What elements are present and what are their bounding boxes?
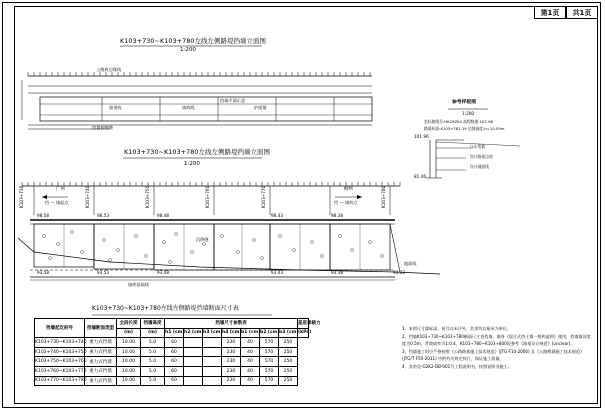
reference-station: 路面标高:K103+781.19 边坡高度:h=10.05m	[424, 126, 505, 131]
table-row	[35, 338, 309, 348]
table-subheader: b3 (cm)	[279, 328, 298, 338]
top-label-center: 墙底线	[182, 105, 195, 110]
table-cell	[203, 366, 222, 376]
table-header: 挡墙断面类型	[85, 319, 117, 338]
table-cell: 5.0	[141, 347, 165, 357]
drain-hole	[71, 231, 74, 234]
table-cell: 40	[241, 357, 260, 367]
base-label: 墙底基础线	[128, 282, 149, 287]
joint-label: 沉降缝	[196, 237, 209, 242]
top-elevation: 98.38	[331, 213, 343, 218]
table-cell: 570	[260, 347, 279, 357]
note-item: 1、本图尺寸除标高、桩号以米计外，其余均以厘米为单位。	[402, 326, 512, 331]
table-subheader: (m)	[141, 328, 165, 338]
drain-hole	[109, 259, 112, 262]
top-elevation: 98.58	[37, 213, 49, 218]
table-cell: K103+730~K103+740	[35, 338, 85, 348]
table-cell: K103+750~K103+760	[35, 357, 85, 367]
table-cell: 5.0	[141, 338, 165, 348]
reference-elev-top: 101.96	[414, 134, 429, 139]
bottom-elevation: 93.58	[37, 270, 49, 275]
note-item: 3、挡墙施工时应严格按照《公路路基施工技术规范》(JTG F10-2006) 及《公路桥涵施工技术规范》(JTG/T F50-2011) 中的有关规定执行，保证施工质量。	[402, 348, 585, 362]
table-cell: 40	[241, 338, 260, 348]
table-cell: 570	[260, 376, 279, 386]
drain-hole	[49, 257, 52, 260]
reference-note-1: 压实系数	[470, 144, 486, 149]
table-cell: 40	[241, 366, 260, 376]
table-row	[35, 347, 309, 357]
table-cell: 60	[165, 376, 184, 386]
table-cell: 10.00	[117, 338, 141, 348]
top-label-right: 护面墙	[254, 105, 267, 110]
top-view-plan	[22, 72, 372, 129]
drain-hole	[311, 241, 314, 244]
station-label: K103+770	[261, 185, 266, 208]
drain-hole	[117, 249, 120, 252]
table-cell: 40	[241, 376, 260, 386]
table-subheader: b1 (cm)	[241, 328, 260, 338]
drain-hole	[369, 241, 372, 244]
table-cell: 230	[222, 376, 241, 386]
table-cell: 250	[279, 347, 298, 357]
drain-hole	[221, 235, 224, 238]
drain-hole	[145, 255, 148, 258]
table-cell: 250	[279, 376, 298, 386]
reference-title: 参考样板图	[452, 100, 476, 105]
table-subheader: b2 (cm)	[260, 328, 279, 338]
bottom-elevation: 93.48	[157, 270, 169, 275]
station-label: K103+730	[19, 185, 24, 208]
table-subheader: (m)	[117, 328, 141, 338]
table-cell: 重力式挡墙	[85, 347, 117, 357]
top-view-title: K103+730~K103+780左线左侧路堤挡墙立面图	[120, 37, 266, 45]
page-total: 共1页	[566, 6, 598, 19]
reference-coord: 坐标路线号:HK29ZK4 高程数值:107.96	[424, 119, 493, 124]
table-row	[35, 366, 309, 376]
table-cell: 重力式挡墙	[85, 376, 117, 386]
table-title: K103+730~K103+780左线左侧路堤挡墙断面尺寸表	[92, 305, 239, 312]
table-cell: 40	[241, 347, 260, 357]
table-header: 基底承载力	[298, 319, 309, 329]
table-cell: 10.00	[117, 376, 141, 386]
drain-hole	[339, 235, 342, 238]
station-label: K103+750	[145, 185, 150, 208]
reference-elev-bottom: 81.46	[414, 174, 426, 179]
table-cell: 570	[260, 366, 279, 376]
table-cell: 250	[279, 338, 298, 348]
table-cell	[203, 376, 222, 386]
top-elevation: 98.48	[157, 213, 169, 218]
drain-hole	[351, 249, 354, 252]
drain-hole	[135, 235, 138, 238]
station-label: K103+780	[381, 185, 386, 208]
page-number: 第1页	[534, 6, 566, 19]
table-cell: 230	[222, 366, 241, 376]
table-cell: 10.00	[117, 357, 141, 367]
top-label-bottom: 挡墙伸缩缝	[92, 125, 113, 130]
drain-hole	[253, 239, 256, 242]
table-body	[35, 338, 309, 386]
top-elevation: 98.43	[271, 213, 283, 218]
drain-hole	[163, 241, 166, 244]
top-label-left-box: 墙顶线	[109, 105, 122, 110]
top-label-upper: 土路肩边缘线	[96, 67, 122, 72]
reference-scale: 1:200	[462, 111, 475, 116]
table-header: 全段长度	[117, 319, 141, 329]
table-header-row-1	[35, 319, 309, 329]
table-cell: 10.00	[117, 366, 141, 376]
table-cell: 570	[260, 357, 279, 367]
table-row	[35, 357, 309, 367]
elev-ruler-ticks	[22, 182, 400, 186]
table-cell: 60	[165, 338, 184, 348]
drain-hole	[191, 251, 194, 254]
drain-hole	[203, 243, 206, 246]
ground-label: 地面线	[404, 261, 417, 266]
drain-hole	[293, 249, 296, 252]
table-cell	[203, 338, 222, 348]
drain-hole	[261, 257, 264, 260]
table-header: 挡墙起讫桩号	[35, 319, 85, 338]
drain-hole	[237, 251, 240, 254]
table-cell: 5.0	[141, 366, 165, 376]
reference-note-2: 设计路基边坡	[470, 154, 493, 159]
bottom-elevation: 93.38	[331, 270, 343, 275]
top-ruler-ticks	[28, 72, 370, 76]
table-cell	[184, 357, 203, 367]
table-cell	[184, 366, 203, 376]
notes-block	[402, 325, 592, 371]
note-item: 4、其余见-G2K2-DB-001号工程说明书，按照说明书施工。	[402, 363, 512, 369]
station-label: K103+740	[85, 185, 90, 208]
table-cell: 570	[260, 338, 279, 348]
elev-right-direction: 柳州	[344, 187, 353, 192]
table-row	[35, 376, 309, 386]
table-subheader: h4 (cm)	[222, 328, 241, 338]
drain-hole	[321, 255, 324, 258]
table-cell: 重力式挡墙	[85, 366, 117, 376]
table-subheader: h2 (cm)	[184, 328, 203, 338]
table-cell: 250	[279, 357, 298, 367]
table-subheader: h1 (cm)	[165, 328, 184, 338]
table-cell: K103+770~K103+780	[35, 376, 85, 386]
table-header: 挡墙高度	[141, 319, 165, 329]
bottom-elevation: 93.53	[97, 270, 109, 275]
table-header: 挡墙尺寸参数表	[165, 319, 298, 329]
table-cell: 5.0	[141, 376, 165, 386]
table-cell: K103+760~K103+770	[35, 366, 85, 376]
drain-hole	[169, 261, 172, 264]
elevation-drawing	[18, 182, 440, 280]
dimension-table	[34, 318, 321, 386]
table-cell	[184, 376, 203, 386]
elevation-title: K103+730~K103+780左线左侧路堤挡墙立面图	[124, 148, 270, 156]
table-cell	[203, 357, 222, 367]
elev-end-label: 挡 — 墙终点	[334, 200, 358, 205]
table-cell: 230	[222, 347, 241, 357]
table-cell: 60	[165, 347, 184, 357]
table-cell: 230	[222, 357, 241, 367]
drain-hole	[279, 235, 282, 238]
table-cell: 60	[165, 357, 184, 367]
elevation-scale: 1:200	[184, 161, 200, 167]
bottom-elevation: 93.33	[393, 270, 405, 275]
table-cell: 重力式挡墙	[85, 338, 117, 348]
top-elevation: 98.53	[97, 213, 109, 218]
drain-hole	[175, 233, 178, 236]
table-cell: 重力式挡墙	[85, 357, 117, 367]
table-cell: 10.00	[117, 347, 141, 357]
elev-start-label: 挡 — 墙起点	[45, 200, 69, 205]
elev-left-direction: 广州	[56, 187, 65, 192]
table-cell: 250	[279, 366, 298, 376]
table-cell	[203, 347, 222, 357]
table-cell: 60	[165, 366, 184, 376]
station-label: K103+760	[205, 185, 210, 208]
drain-hole	[103, 239, 106, 242]
table-cell: K103+740~K103+750	[35, 347, 85, 357]
table-cell: 230	[222, 338, 241, 348]
top-view-scale: 1:200	[180, 47, 196, 53]
drain-hole	[57, 243, 60, 246]
table-cell	[184, 338, 203, 348]
table-subheader: h3 (cm)	[203, 328, 222, 338]
note-item: 2、挡墙K103+730~K103+780断面尺寸表挡墙，墙身《混合式挡土墙一般构造图》使用，挡墙墙顶宽度为0.5m，背坡坡率为1:0.4，K103+780~K103+800段参考《路基设计规范》[unclear]。	[402, 333, 591, 347]
table-cell	[184, 347, 203, 357]
drain-hole	[43, 235, 46, 238]
top-label-mid: 挡墙平面示意	[220, 98, 246, 103]
drain-hole	[81, 251, 84, 254]
table-subheader: (kPa)	[298, 328, 309, 338]
drain-hole	[381, 255, 384, 258]
bottom-elevation: 93.43	[271, 270, 283, 275]
reference-note-3: 设计地面线	[470, 164, 489, 169]
table-cell: 5.0	[141, 357, 165, 367]
